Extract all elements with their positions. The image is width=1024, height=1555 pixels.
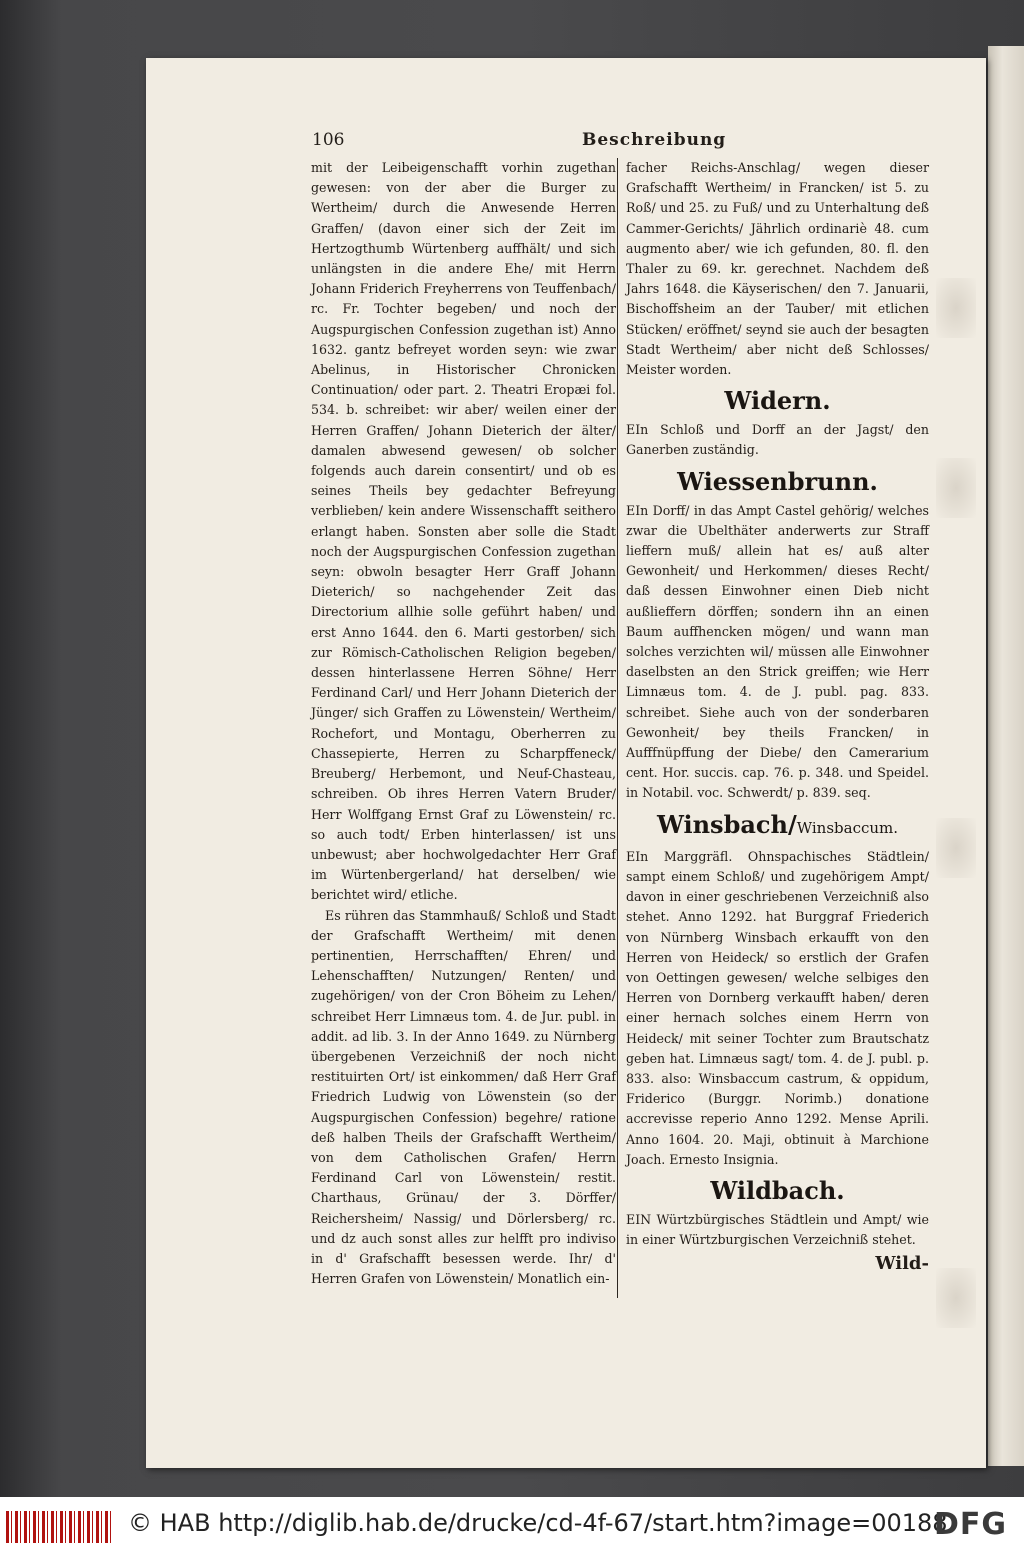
left-paragraph-2: Es rühren das Stammhauß/ Schloß und Stadt der Grafschafft Wertheim/ mit denen pertinentien, Herrschafften/ Ehren/ und Lehenschafften/ Nutzungen/ Renten/ und zugehörigen/ von der Cron Böheim zu Lehen/ schreibet Herr Limnæus tom. 4. de Jur. publ. in addit. ad lib. 3. In der Anno 1649. zu Nürnberg übergebenen Verzeichniß der noch nicht restituirten Ort/ ist einkommen/ daß Herr Graf Friedrich Ludwig von Löwenstein (so der Augspurgischen Confession) begehre/ ratione deß halben Theils der Grafschafft Wertheim/ von dem Catholischen Grafen/ Herrn Ferdinand Carl von Löwenstein/ restit. Charthaus, Grünau/ der 3. Dörffer/ Reichersheim/ Nassig/ und Dörlersberg/ rc. und dz auch sonst alles zur helfft pro indiviso in d' Grafschafft besessen werde. Ihr/ d' Herren Grafen von Löwenstein/ Monatlich ein-: [311, 907, 616, 1287]
section-text: EIn Schloß und Dorff an der Jagst/ den Ganerben zuständig.: [626, 422, 929, 458]
left-paragraph-1: mit der Leibeigenschafft vorhin zugethan gewesen: von der aber die Burger zu Wertheim/ durch die Anwesende Herren Graffen/ (davon einer sich der Zeit im Hertzogthumb Würtenberg auffhält/ und sich unlängsten in die andere Ehe/ mit Herrn Johann Friderich Freyherrens von Teuffenbach/ rc. Fr. Tochter begeben/ und noch der Augspurgischen Confession zugethan ist) Anno 1632. gantz befreyet worden seyn: wie zwar Abelinus, in Historischer Chronicken Continuation/ oder part. 2. Theatri Eropæi fol. 534. b. schreibet: wir aber/ weilen einer der Herren Graffen/ Johann Dieterich der älter/ damalen abwesend gewesen/ ob solcher folgends auch darein consentirt/ und ob es seines Theils bey gedachter Befreyung verblieben/ kein andere Wissenschafft seithero erlangt haben. Sonsten aber solle die Stadt noch der Augspurgischen Confession zugethan seyn: obwoln besagter Herr Graff Johann Dieterich/ so nachgehender Zeit das Directorium allhie solle geführt haben/ und erst Anno 1644. den 6. Marti gestorben/ sich zur Römisch-Catholischen Religion begeben/ dessen hinterlassene Herren Söhne/ Herr Ferdinand Carl/ und Herr Johann Dieterich der Jünger/ sich Graffen zu Löwenstein/ Wertheim/ Rochefort, und Montagu, Oberherren zu Chassepierte, Herren zu Scharpffeneck/ Breuberg/ Herbemont, und Neuf-Chasteau, schreiben. Ob ihres Herren Vatern Bruder/ Herr Wolffgang Ernst Graf zu Löwenstein/ rc. so auch todt/ Erben hinterlassen/ ist uns unbewust; aber hochwolgedachter Herr Graf im Würtenbergerland/ hat derselben/ wie berichtet wird/ etliche.: [311, 160, 616, 903]
hab-barcode-logo: [6, 1511, 114, 1543]
scanned-page: [146, 58, 986, 1468]
adjacent-page-edge: [988, 46, 1024, 1466]
show-through-mark: [936, 458, 976, 518]
catchword: Wild-: [875, 1253, 929, 1275]
copyright-link[interactable]: © HAB http://diglib.hab.de/drucke/cd-4f-67/start.htm?image=00188: [128, 1509, 948, 1537]
page-header: [312, 130, 852, 154]
column-divider: [617, 158, 618, 1298]
footer-bar: [0, 1497, 1024, 1555]
section-heading: [626, 384, 929, 418]
section-heading: [626, 1174, 929, 1208]
show-through-mark: [936, 278, 976, 338]
section-heading-text: Winsbach/: [656, 809, 797, 839]
show-through-mark: [936, 1268, 976, 1328]
section-heading: [626, 808, 929, 845]
dfg-logo: DFG: [934, 1507, 1008, 1542]
section-subheading: Winsbaccum.: [796, 818, 899, 837]
right-intro: facher Reichs-Anschlag/ wegen dieser Grafschafft Wertheim/ in Francken/ ist 5. zu Roß/ und 25. zu Fuß/ und zu Unterhaltung deß Cammer-Gerichts/ Jährlich ordinariè 48. cum augmento aber/ wie ich gefunden, 80. fl. den Thaler zu 69. kr. gerechnet. Nachdem deß Jahrs 1648. die Käyserischen/ den 7. Januarii, Bischoffsheim an der Tauber/ mit etlichen Stücken/ eröffnet/ seynd sie auch der besagten Stadt Wertheim/ aber nicht deß Schlosses/ Meister worden.: [626, 160, 929, 378]
section-text: EIn Marggräfl. Ohnspachisches Städtlein/ sampt einem Schloß/ und zugehörigem Ampt/ davon in einer geschriebenen Verzeichniß also stehet. Anno 1292. hat Burggraf Friederich von Nürnberg Winsbach erkaufft von den Herren von Heideck/ so erstlich der Grafen von Oettingen gewesen/ welche selbiges den Herren von Dornberg verkaufft haben/ deren einer hernach solches einem Herrn von Heideck/ mit seiner Tochter zum Brautschatz geben hat. Limnæus sagt/ tom. 4. de J. publ. p. 833. also: Winsbaccum castrum, & oppidum, Friderico (Burggr. Norimb.) donatione accrevisse reperio Anno 1292. Mense Aprili. Anno 1604. 20. Maji, obtinuit à Marchione Joach. Ernesto Insignia.: [626, 848, 929, 1167]
show-through-mark: [936, 818, 976, 878]
running-head: Beschreibung: [582, 130, 727, 150]
left-column: [311, 158, 616, 1289]
section-text: EIn Dorff/ in das Ampt Castel gehörig/ welches zwar die Ubelthäter anderwerts zur Straff lieffern muß/ allein hat es/ auß alter Gewonheit/ und Herkommen/ dieses Recht/ daß dessen Einwohner einen Dieb nicht außlieffern dörffen; sondern ihn an einen Baum auffhencken mögen/ und wann man solches verzichten wil/ müssen alle Einwohner daselbsten an den Strick greiffen; wie Herr Limnæus tom. 4. de J. publ. pag. 833. schreibet. Siehe auch von der sonderbaren Gewonheit/ bey theils Francken/ in Aufffnüpffung der Diebe/ den Camerarium cent. Hor. succis. cap. 76. p. 348. und Speidel. in Notabil. voc. Schwerdt/ p. 839. seq.: [626, 502, 929, 801]
right-column: [626, 158, 929, 1275]
page-number: 106: [312, 130, 345, 150]
section-heading-text: Wildbach.: [710, 1175, 845, 1205]
section-heading-text: Wiessenbrunn.: [677, 466, 878, 496]
section-text: EIN Würtzbürgisches Städtlein und Ampt/ wie in einer Würtzburgischen Verzeichniß stehet.: [626, 1211, 929, 1248]
section-heading: [626, 465, 929, 499]
section-heading-text: Widern.: [724, 386, 831, 416]
